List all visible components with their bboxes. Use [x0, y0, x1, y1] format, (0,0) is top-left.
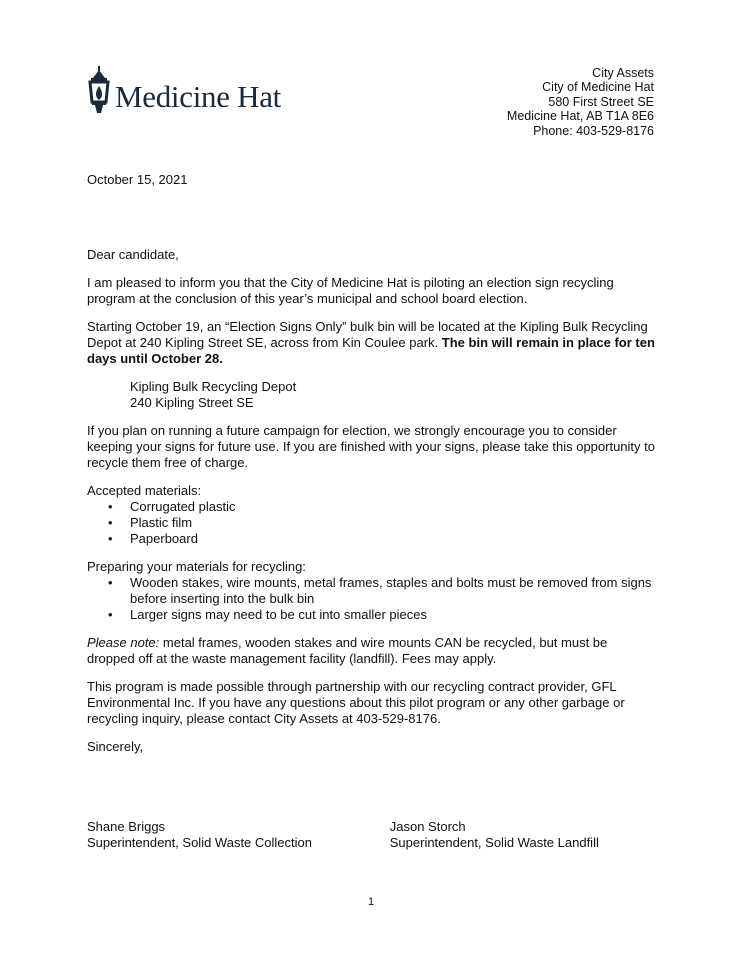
city-logo — [86, 66, 281, 116]
paragraph-future-campaign: If you plan on running a future campaign for election, we strongly encourage you to consider keeping your signs for future use. If you are finished with your signs, please take this opportunity to recycle them free of charge. — [87, 423, 655, 470]
letter-body — [87, 247, 657, 767]
note-text: metal frames, wooden stakes and wire mounts CAN be recycled, but must be dropped off at the waste management facility (landfill). Fees may apply. — [87, 635, 608, 666]
signatory-name: Shane Briggs — [87, 819, 166, 834]
depot-address-block — [87, 379, 657, 411]
return-address — [507, 66, 654, 138]
list-item: • Plastic film — [130, 515, 657, 531]
list-item: • Larger signs may need to be cut into smaller pieces — [130, 607, 657, 623]
list-item: • Corrugated plastic — [130, 499, 657, 515]
depot-street: 240 Kipling Street SE — [130, 395, 254, 410]
paragraph-note — [87, 635, 657, 667]
preparing-heading: Preparing your materials for recycling: — [87, 559, 306, 574]
bin-duration-text: The bin will remain in place for ten days until October 28. — [87, 335, 655, 366]
note-label: Please note: — [87, 635, 160, 650]
department-name: City Assets — [592, 66, 654, 80]
signatory-2 — [390, 819, 647, 851]
list-item: • Paperboard — [130, 531, 657, 547]
signatory-title: Superintendent, Solid Waste Landfill — [389, 835, 599, 850]
organization-name: City of Medicine Hat — [542, 80, 654, 95]
signatory-title: Superintendent, Solid Waste Collection — [87, 835, 312, 850]
depot-name: Kipling Bulk Recycling Depot — [130, 379, 297, 394]
paragraph-partnership: This program is made possible through partnership with our recycling contract provider, GFL Environmental Inc. If you have any questions about this pilot program or any other garbage or recycling inquiry, please contact City Assets at 403-529-8176. — [87, 679, 625, 726]
accepted-list — [87, 499, 657, 547]
bin-location-text: Starting October 19, an “Election Signs Only” bulk bin will be located at the Kipling Bulk Recycling Depot at 240 Kipling Street SE, across from Kin Coulee park. — [87, 319, 648, 350]
accepted-heading: Accepted materials: — [87, 483, 202, 498]
list-item: • Wooden stakes, wire mounts, metal frames, staples and bolts must be removed from signs before inserting into the bulk bin — [130, 575, 657, 607]
phone-number: Phone: 403-529-8176 — [533, 123, 654, 138]
salutation: Dear candidate, — [87, 247, 179, 262]
street-address: 580 First Street SE — [548, 94, 654, 109]
page-number: 1 — [367, 896, 375, 908]
signatory-1 — [87, 819, 390, 851]
signatory-name: Jason Storch — [389, 819, 466, 834]
lantern-icon — [86, 66, 112, 116]
paragraph-intro: I am pleased to inform you that the City of Medicine Hat is piloting an election sign recycling program at the conclusion of this year’s municipal and school board election. — [87, 275, 614, 306]
signature-block — [87, 819, 647, 851]
closing: Sincerely, — [87, 739, 144, 754]
letter-date: October 15, 2021 — [87, 172, 188, 187]
logo-wordmark: Medicine Hat — [115, 79, 281, 114]
city-postal: Medicine Hat, AB T1A 8E6 — [506, 109, 654, 124]
preparing-list — [87, 575, 657, 623]
paragraph-bin-location — [87, 319, 657, 367]
